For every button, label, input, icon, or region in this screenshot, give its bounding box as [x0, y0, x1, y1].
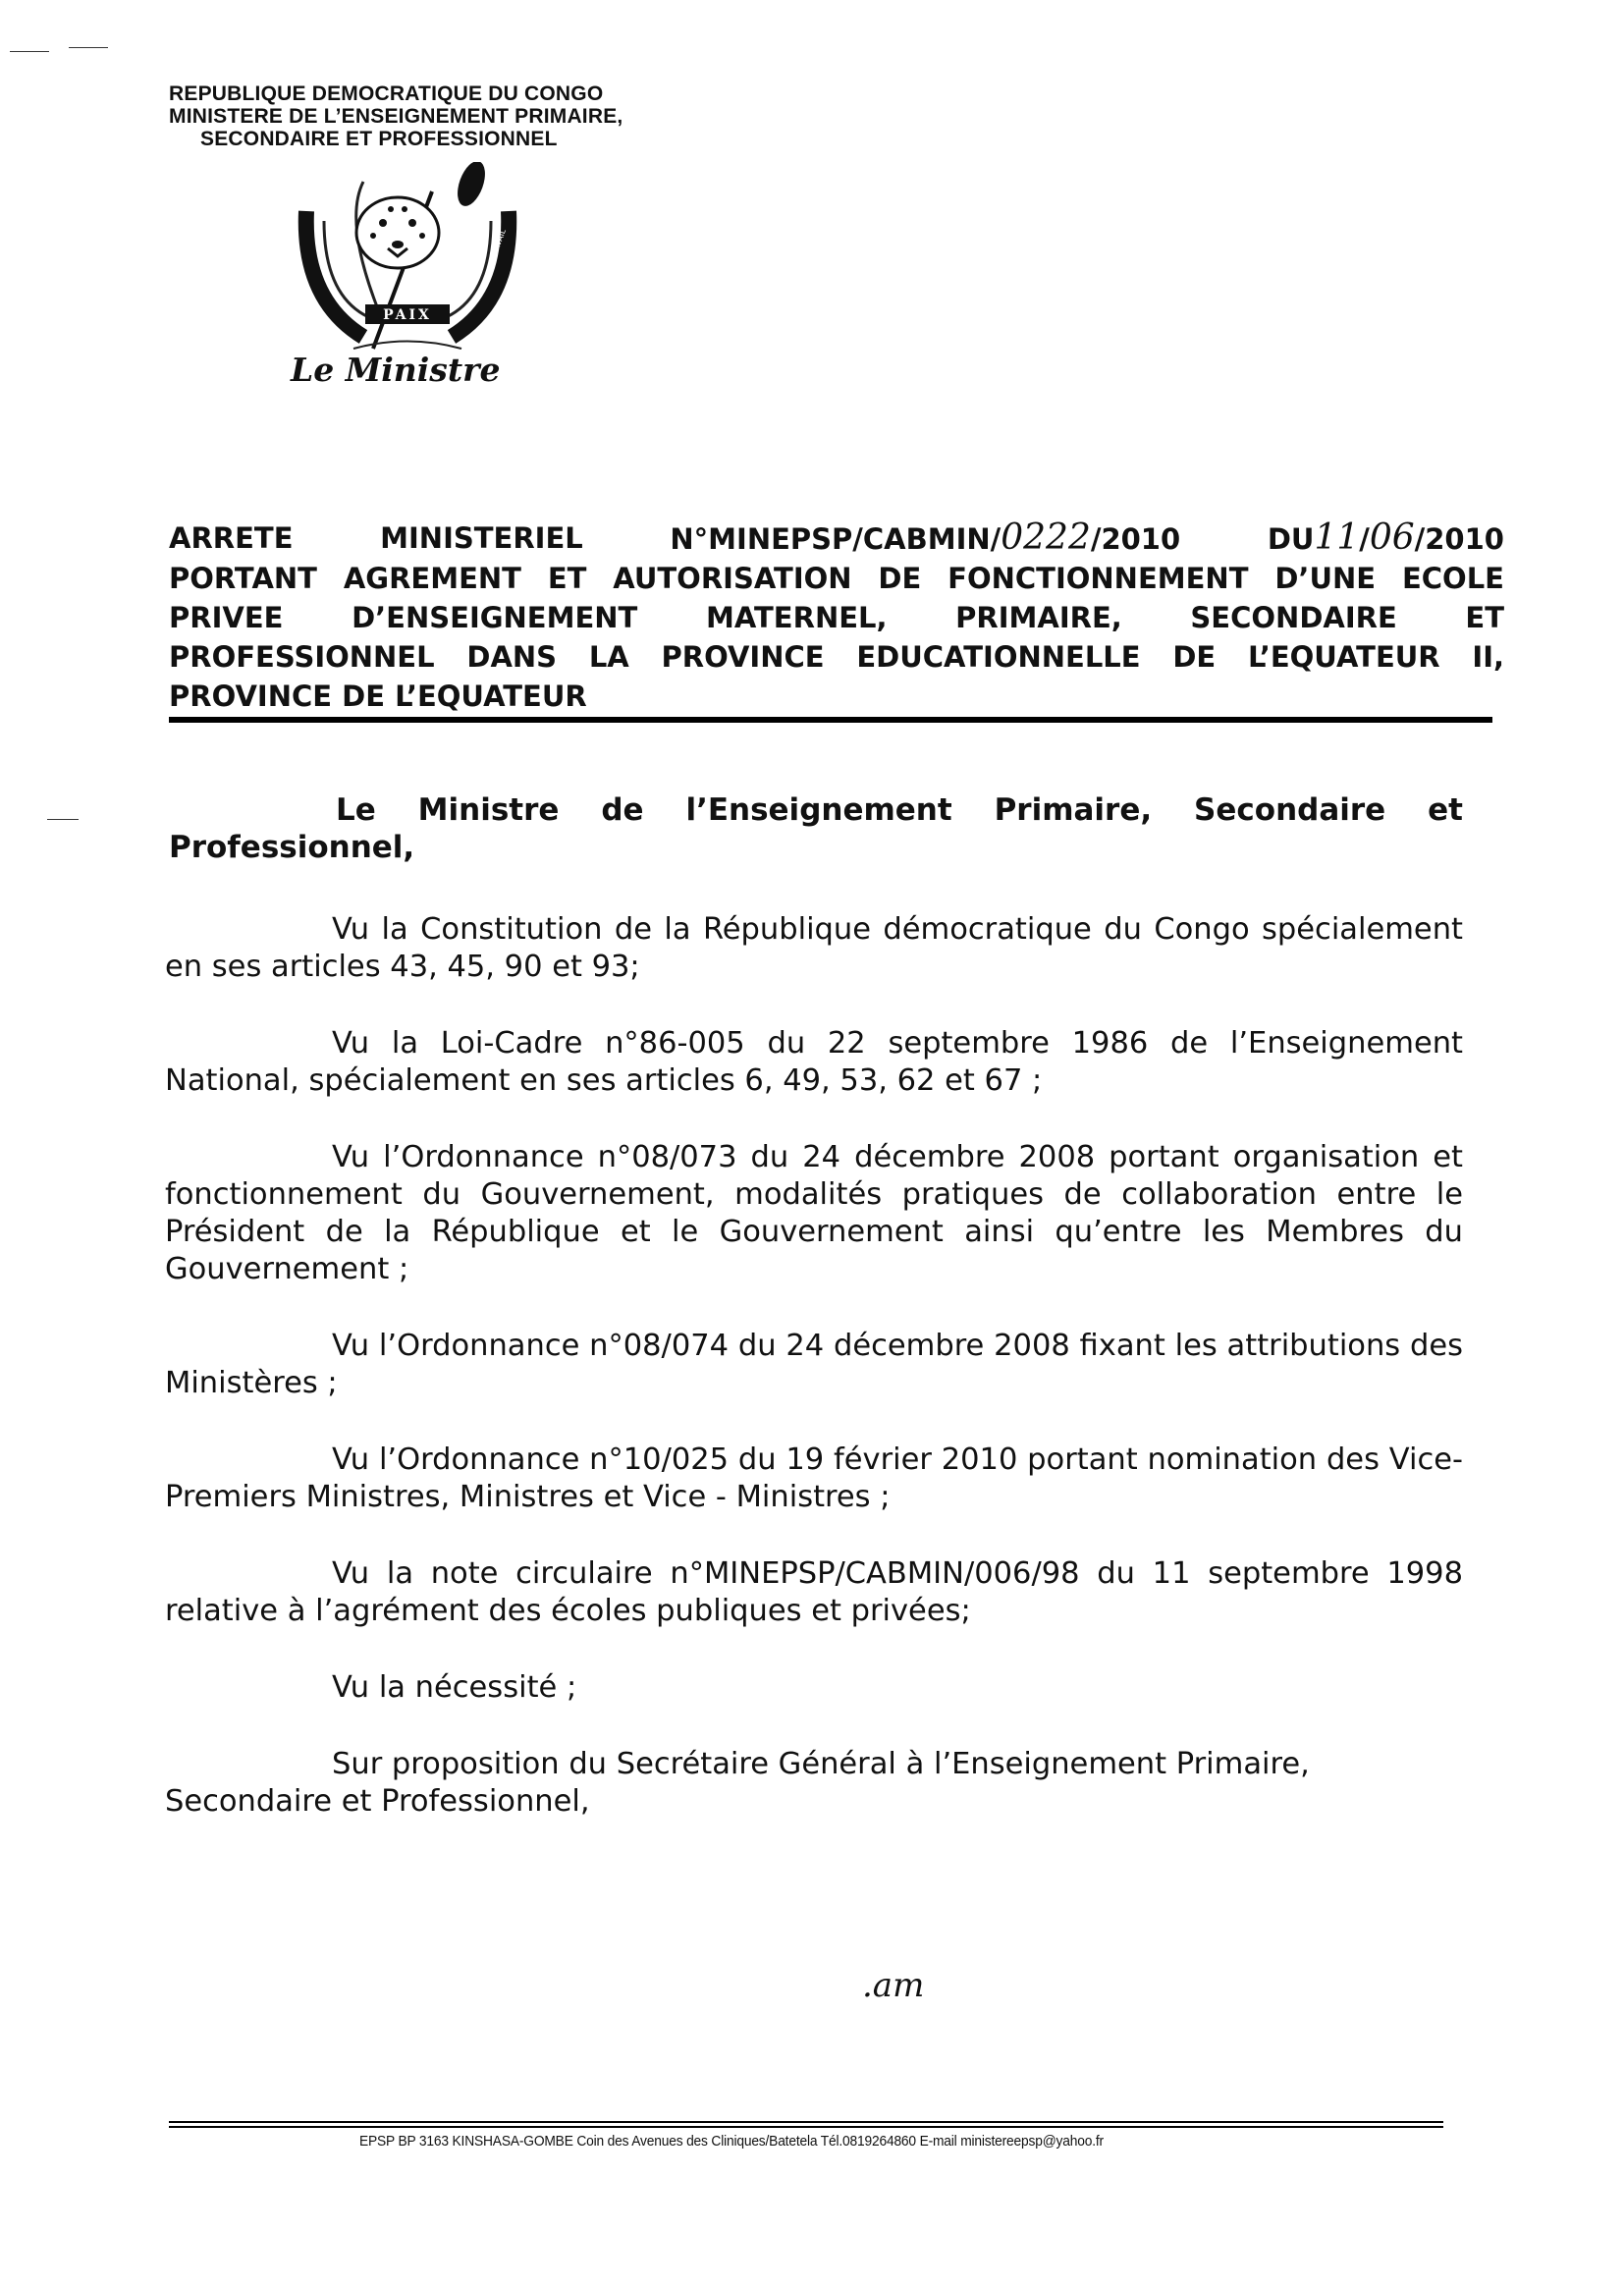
- title-reference: [670, 518, 1180, 559]
- handwritten-initials: .am: [862, 1966, 925, 2005]
- title-date: [1268, 518, 1504, 559]
- preamble-word: Primaire,: [994, 792, 1153, 828]
- header-line-1: REPUBLIQUE DEMOCRATIQUE DU CONGO: [169, 82, 604, 105]
- preamble: [169, 791, 1463, 866]
- leopard-emblem-icon: [285, 162, 530, 368]
- paragraph: Vu la nécessité ;: [332, 1670, 577, 1705]
- preamble-word: l’Enseignement: [685, 792, 952, 828]
- scan-mark: [69, 47, 108, 48]
- preamble-line-1: [169, 791, 1463, 829]
- handwritten-number: 0222: [1001, 517, 1091, 558]
- title-text: PROFESSIONNEL DANS LA PROVINCE EDUCATIONNELLE DE L’EQUATEUR II,: [169, 640, 1504, 674]
- header-line-3: SECONDAIRE ET PROFESSIONNEL: [200, 128, 558, 150]
- minister-label: Le Ministre: [291, 351, 501, 389]
- header-line-2: MINISTERE DE L’ENSEIGNEMENT PRIMAIRE,: [169, 105, 623, 128]
- preamble-word: Ministre: [417, 792, 560, 828]
- emblem-motto: PAIX: [383, 307, 432, 323]
- preamble-word: Le: [336, 792, 376, 828]
- paragraph: Vu l’Ordonnance n°08/073 du 24 décembre 2008 portant organisation et fonctionnement du Gouvernement, modalités pratiques de collaboration entre le Président de la République et le Gouvernement ainsi qu’entre les Membres du Gouvernement ;: [165, 1140, 1463, 1286]
- scan-mark: [10, 51, 49, 52]
- title-divider: [169, 717, 1492, 723]
- title-text: PRIVEE D’ENSEIGNEMENT MATERNEL, PRIMAIRE, SECONDAIRE ET: [169, 601, 1504, 634]
- paragraph: Sur proposition du Secrétaire Général à l’Enseignement Primaire, Secondaire et Professionnel,: [165, 1747, 1310, 1819]
- title-word: /2010: [1090, 522, 1181, 556]
- emblem-motto-left: JUSTICE: [300, 287, 320, 319]
- ministry-header: [169, 82, 623, 150]
- scan-mark: [47, 819, 79, 820]
- emblem-motto-right: TRAVAIL: [488, 228, 508, 261]
- title-word: /2010: [1414, 522, 1504, 556]
- handwritten-month: 06: [1369, 517, 1415, 558]
- preamble-word: de: [601, 792, 644, 828]
- paragraph: Vu la Loi-Cadre n°86-005 du 22 septembre 1986 de l’Enseignement National, spécialement en ses articles 6, 49, 53, 62 et 67 ;: [165, 1026, 1463, 1098]
- title-line-5: PROVINCE DE L’EQUATEUR: [169, 680, 587, 713]
- preamble-word: et: [1428, 792, 1463, 828]
- title-word: /: [1359, 522, 1370, 556]
- footer-divider: [169, 2126, 1443, 2128]
- document-body: [165, 911, 1463, 1860]
- title-word: ARRETE: [169, 521, 294, 555]
- paragraph: Vu l’Ordonnance n°08/074 du 24 décembre 2008 fixant les attributions des Ministères ;: [165, 1329, 1463, 1400]
- footer-address: EPSP BP 3163 KINSHASA-GOMBE Coin des Avenues des Cliniques/Batetela Tél.0819264860 E-mail ministereepsp@yahoo.fr: [359, 2133, 1104, 2150]
- title-line-1: [169, 518, 1504, 559]
- paragraph: Vu la note circulaire n°MINEPSP/CABMIN/006/98 du 11 septembre 1998 relative à l’agrément des écoles publiques et privées;: [165, 1556, 1463, 1628]
- title-line-2: [169, 559, 1504, 598]
- title-line-3: [169, 598, 1504, 637]
- title-text: PORTANT AGREMENT ET AUTORISATION DE FONCTIONNEMENT D’UNE ECOLE: [169, 562, 1504, 595]
- paragraph: Vu la Constitution de la République démocratique du Congo spécialement en ses articles 43, 45, 90 et 93;: [165, 912, 1463, 984]
- paragraph: Vu l’Ordonnance n°10/025 du 19 février 2010 portant nomination des Vice-Premiers Ministres, Ministres et Vice - Ministres ;: [165, 1442, 1463, 1514]
- title-line-4: [169, 637, 1504, 677]
- preamble-line-2: Professionnel,: [169, 830, 415, 865]
- title-word: MINISTERIEL: [380, 521, 583, 555]
- document-title: [169, 518, 1504, 716]
- handwritten-day: 11: [1314, 517, 1360, 558]
- footer-divider: [169, 2121, 1443, 2123]
- preamble-word: Secondaire: [1194, 792, 1386, 828]
- title-word: N°MINEPSP/CABMIN/: [670, 522, 1001, 556]
- title-word: DU: [1267, 522, 1315, 556]
